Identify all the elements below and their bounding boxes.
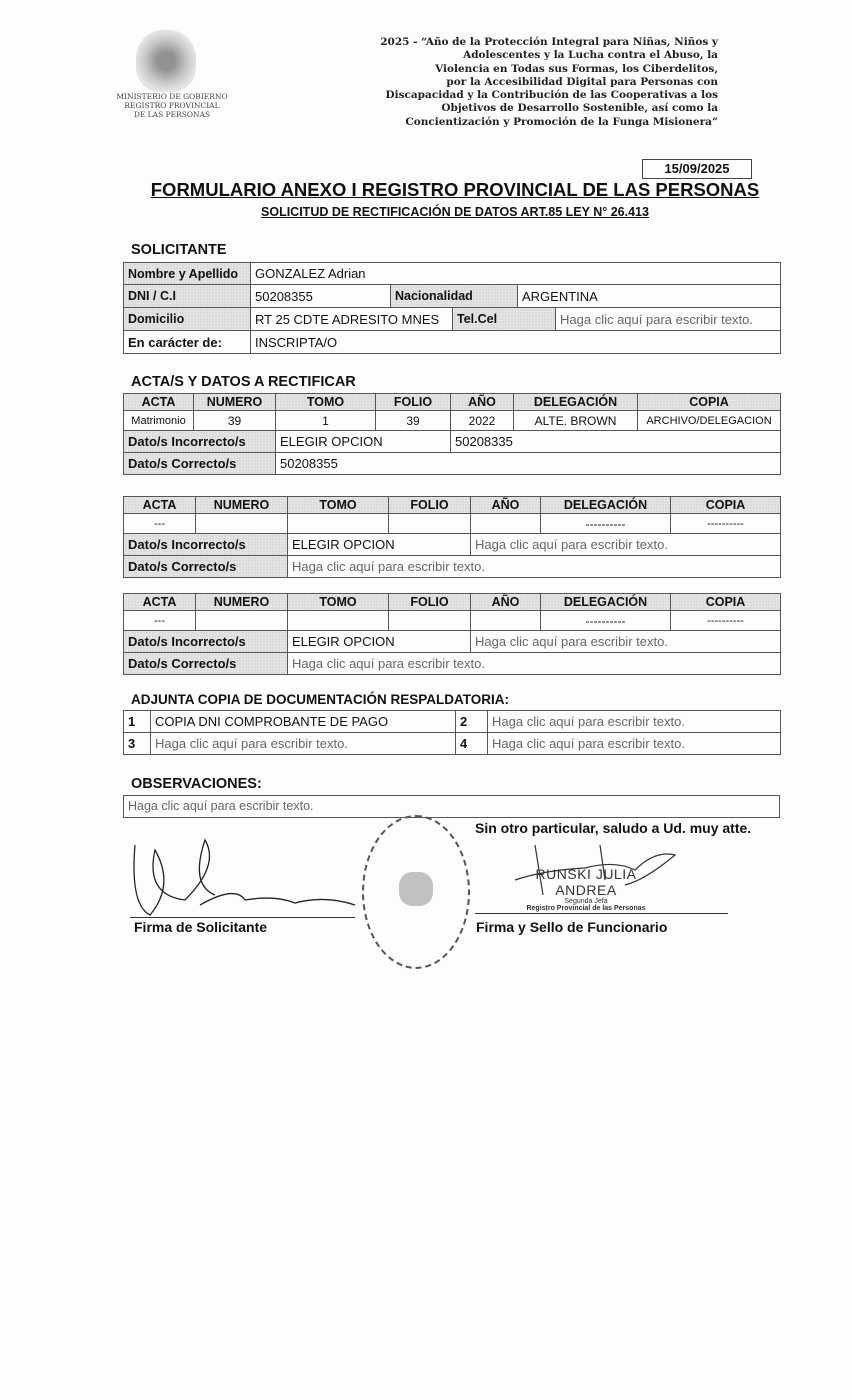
official-signature-label: Firma y Sello de Funcionario (476, 919, 668, 935)
label: Dato/s Correcto/s (124, 653, 288, 675)
column-header: NUMERO (194, 394, 276, 411)
provincial-coat-of-arms-logo (136, 30, 196, 92)
character-field[interactable]: INSCRIPTA/O (251, 331, 781, 354)
acta-cell[interactable] (196, 611, 288, 631)
acta-cell[interactable] (196, 514, 288, 534)
ministry-line: MINISTERIO DE GOBIERNO (116, 92, 228, 101)
option-select[interactable]: ELEGIR OPCION (288, 631, 471, 653)
correct-data-field[interactable]: Haga clic aquí para escribir texto. (288, 556, 781, 578)
acta-cell[interactable]: ---------- (541, 514, 671, 534)
acta-table (123, 393, 781, 475)
official-stamp: RUNSKI JULIA ANDREA Segunda Jefa Registro Provincial de las Personas (526, 866, 646, 912)
label: Domicilio (124, 308, 251, 331)
correct-data-field[interactable]: 50208355 (276, 453, 781, 475)
column-header: TOMO (288, 594, 389, 611)
incorrect-data-field[interactable]: Haga clic aquí para escribir texto. (471, 534, 781, 556)
label: Nacionalidad (391, 285, 518, 308)
column-header: NUMERO (196, 594, 288, 611)
solicitante-table (123, 262, 781, 354)
option-select[interactable]: ELEGIR OPCION (288, 534, 471, 556)
section-heading: OBSERVACIONES: (131, 776, 262, 792)
applicant-signature (125, 825, 365, 920)
column-header: TOMO (288, 497, 389, 514)
attachment-field[interactable]: COPIA DNI COMPROBANTE DE PAGO (151, 711, 456, 733)
column-header: COPIA (671, 594, 781, 611)
column-header: AÑO (471, 594, 541, 611)
attachment-field[interactable]: Haga clic aquí para escribir texto. (488, 733, 781, 755)
incorrect-data-field[interactable]: Haga clic aquí para escribir texto. (471, 631, 781, 653)
acta-cell[interactable]: 39 (194, 411, 276, 431)
acta-cell[interactable] (389, 611, 471, 631)
label: Dato/s Correcto/s (124, 453, 276, 475)
official-seal (362, 815, 470, 969)
column-header: ACTA (124, 394, 194, 411)
label: Dato/s Incorrecto/s (124, 534, 288, 556)
label: Tel.Cel (453, 308, 556, 331)
acta-cell[interactable]: --- (124, 611, 196, 631)
observations-field[interactable]: Haga clic aquí para escribir texto. (123, 795, 780, 818)
acta-cell[interactable] (471, 611, 541, 631)
form-subtitle: SOLICITUD DE RECTIFICACIÓN DE DATOS ART.85 LEY N° 26.413 (261, 205, 649, 219)
name-field[interactable]: GONZALEZ Adrian (251, 263, 781, 285)
form-title: FORMULARIO ANEXO I REGISTRO PROVINCIAL DE LAS PERSONAS (150, 179, 760, 200)
section-heading: SOLICITANTE (131, 242, 227, 258)
year-motto: 2025 - “Año de la Protección Integral para Niñas, Niños y Adolescentes y la Lucha contra el Abuso, la Violencia en Todas sus Formas, los Ciberdelitos, por la Accesibilidad Digital para Personas con Discapacidad y la Contribución de las Cooperativas a los Objetivos de Desarrollo Sostenible, así como la Concientización y Promoción de la Funga Misionera” (380, 36, 718, 128)
address-field[interactable]: RT 25 CDTE ADRESITO MNES (251, 308, 453, 331)
attachment-field[interactable]: Haga clic aquí para escribir texto. (488, 711, 781, 733)
attachment-field[interactable]: Haga clic aquí para escribir texto. (151, 733, 456, 755)
nationality-field[interactable]: ARGENTINA (518, 285, 781, 308)
label: Nombre y Apellido (124, 263, 251, 285)
column-header: COPIA (638, 394, 781, 411)
column-header: ACTA (124, 497, 196, 514)
label: En carácter de: (124, 331, 251, 354)
closing-text: Sin otro particular, saludo a Ud. muy atte. (475, 820, 752, 836)
incorrect-data-field[interactable]: 50208335 (451, 431, 781, 453)
correct-data-field[interactable]: Haga clic aquí para escribir texto. (288, 653, 781, 675)
acta-cell[interactable]: ---------- (541, 611, 671, 631)
acta-cell[interactable]: 2022 (451, 411, 514, 431)
label: Dato/s Incorrecto/s (124, 431, 276, 453)
column-header: AÑO (451, 394, 514, 411)
option-select[interactable]: ELEGIR OPCION (276, 431, 451, 453)
ministry-line: DE LAS PERSONAS (133, 110, 211, 119)
attachments-table: 1 COPIA DNI COMPROBANTE DE PAGO 2 Haga clic aquí para escribir texto. 3 Haga clic aquí para escribir texto. 4 Haga clic aquí para escribir texto. (123, 710, 781, 755)
section-heading: ADJUNTA COPIA DE DOCUMENTACIÓN RESPALDATORIA: (131, 692, 509, 707)
acta-cell[interactable] (288, 611, 389, 631)
acta-cell[interactable] (471, 514, 541, 534)
applicant-signature-label: Firma de Solicitante (134, 919, 268, 935)
label: Dato/s Incorrecto/s (124, 631, 288, 653)
column-header: FOLIO (389, 497, 471, 514)
acta-cell[interactable]: 39 (376, 411, 451, 431)
column-header: NUMERO (196, 497, 288, 514)
acta-cell[interactable]: --- (124, 514, 196, 534)
acta-cell[interactable]: ARCHIVO/DELEGACION (638, 411, 781, 431)
label: DNI / C.I (124, 285, 251, 308)
column-header: COPIA (671, 497, 781, 514)
acta-cell[interactable]: ---------- (671, 611, 781, 631)
acta-table (123, 496, 781, 578)
acta-cell[interactable]: ALTE. BROWN (514, 411, 638, 431)
column-header: DELEGACIÓN (541, 594, 671, 611)
column-header: TOMO (276, 394, 376, 411)
official-signature (505, 840, 685, 900)
section-heading: ACTA/S Y DATOS A RECTIFICAR (131, 374, 356, 390)
column-header: DELEGACIÓN (514, 394, 638, 411)
date-field[interactable]: 15/09/2025 (642, 159, 752, 179)
acta-cell[interactable]: Matrimonio (124, 411, 194, 431)
column-header: ACTA (124, 594, 196, 611)
ministry-line: REGISTRO PROVINCIAL (124, 101, 220, 110)
column-header: FOLIO (376, 394, 451, 411)
acta-cell[interactable] (389, 514, 471, 534)
column-header: AÑO (471, 497, 541, 514)
phone-field[interactable]: Haga clic aquí para escribir texto. (556, 308, 781, 331)
column-header: DELEGACIÓN (541, 497, 671, 514)
acta-cell[interactable] (288, 514, 389, 534)
acta-cell[interactable]: 1 (276, 411, 376, 431)
label: Dato/s Correcto/s (124, 556, 288, 578)
acta-cell[interactable]: ---------- (671, 514, 781, 534)
acta-table (123, 593, 781, 675)
column-header: FOLIO (389, 594, 471, 611)
dni-field[interactable]: 50208355 (251, 285, 391, 308)
